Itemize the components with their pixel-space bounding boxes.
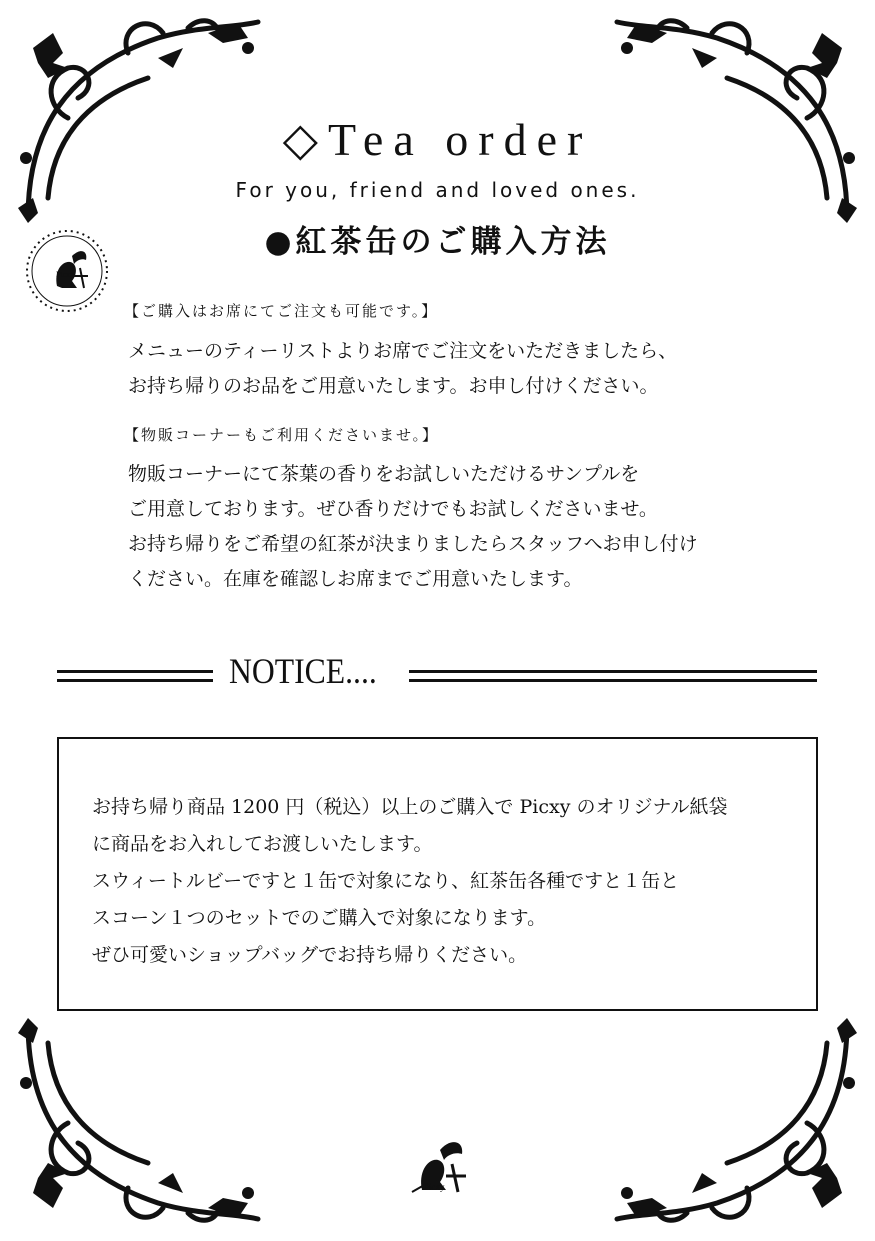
text-line: スコーン１つのセットでのご購入で対象になります。 bbox=[92, 907, 547, 929]
section2-label: 【物販コーナーもご利用くださいませ。】 bbox=[124, 426, 440, 444]
text-line: お持ち帰りをご希望の紅茶が決まりましたらスタッフへお申し付け bbox=[128, 533, 698, 555]
corner-ornament-bottom-right bbox=[607, 1003, 867, 1233]
text-line: ぜひ可愛いショップバッグでお持ち帰りください。 bbox=[92, 944, 528, 966]
flourish-icon bbox=[607, 1003, 867, 1233]
footer-logo-text: Picxy bbox=[424, 1182, 445, 1192]
section-heading: ●紅茶缶のご購入方法 bbox=[264, 224, 611, 260]
text-line: 物販コーナーにて茶葉の香りをお試しいただけるサンプルを bbox=[128, 463, 640, 485]
page-title: ◇Tea order bbox=[282, 114, 593, 165]
notice-title: NOTICE.... bbox=[229, 651, 377, 691]
notice-body bbox=[92, 789, 728, 974]
notice-header bbox=[57, 650, 817, 700]
corner-ornament-bottom-left bbox=[8, 1003, 268, 1233]
text-line: に商品をお入れしてお渡しいたします。 bbox=[92, 833, 433, 855]
flourish-icon bbox=[8, 1003, 268, 1233]
text-line: スウィートルビーですと１缶で対象になり、紅茶缶各種ですと１缶と bbox=[92, 870, 680, 892]
text-line: ご用意しております。ぜひ香りだけでもお試しくださいませ。 bbox=[128, 498, 658, 520]
section1-label: 【ご購入はお席にてご注文も可能です。】 bbox=[124, 302, 439, 320]
double-rule-right bbox=[409, 670, 817, 682]
double-rule-left bbox=[57, 670, 213, 682]
text-line: ください。在庫を確認しお席までご用意いたします。 bbox=[128, 568, 583, 590]
section2-body bbox=[128, 457, 698, 597]
text-line: メニューのティーリストよりお席でご注文をいただきましたら、 bbox=[128, 340, 678, 362]
text-line: お持ち帰り商品 1200 円（税込）以上のご購入で Picxy のオリジナル紙袋 bbox=[92, 796, 728, 818]
page-subtitle: For you, friend and loved ones. bbox=[235, 178, 640, 202]
notice-box bbox=[57, 737, 818, 1011]
text-line: お持ち帰りのお品をご用意いたします。お申し付けください。 bbox=[128, 375, 659, 397]
section1-body bbox=[128, 334, 677, 404]
seal-logo-text: Picxy bbox=[56, 270, 75, 279]
